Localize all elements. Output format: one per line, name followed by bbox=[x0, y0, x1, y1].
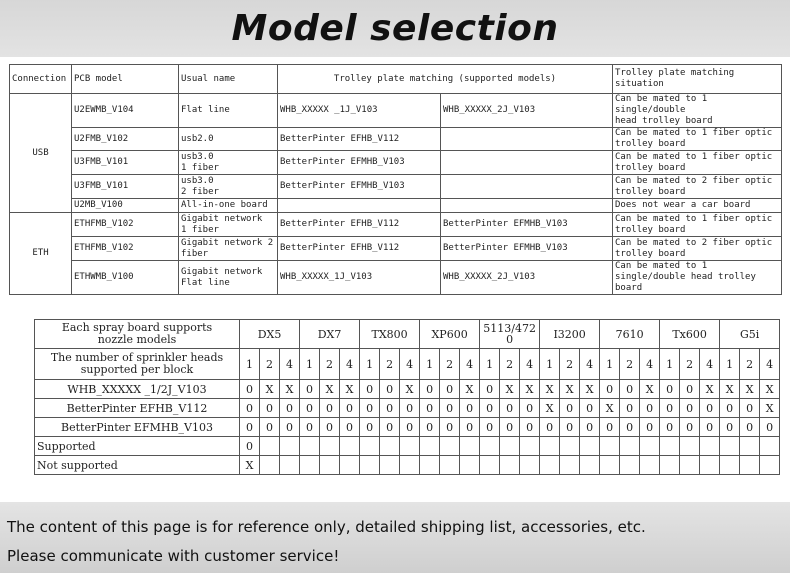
table-header-row bbox=[10, 65, 782, 94]
situation-line2: head trolley board bbox=[615, 116, 713, 126]
support-cell: X bbox=[760, 399, 780, 418]
empty-cell bbox=[440, 456, 460, 475]
support-cell: 0 bbox=[680, 399, 700, 418]
empty-cell bbox=[480, 456, 500, 475]
support-cell: 0 bbox=[700, 418, 720, 437]
empty-cell bbox=[760, 456, 780, 475]
support-cell: 0 bbox=[420, 418, 440, 437]
support-cell: 0 bbox=[300, 418, 320, 437]
usual-name-line2: 2 fiber bbox=[181, 186, 219, 197]
empty-cell bbox=[500, 437, 520, 456]
cell-usual-name bbox=[179, 261, 278, 295]
support-cell: 0 bbox=[400, 418, 420, 437]
support-cell: X bbox=[740, 380, 760, 399]
support-cell: 0 bbox=[600, 380, 620, 399]
nozzle-model-header-row bbox=[35, 320, 780, 349]
support-cell: 0 bbox=[580, 418, 600, 437]
empty-cell bbox=[460, 437, 480, 456]
trolley-board-label: BetterPinter EFMHB_V103 bbox=[35, 418, 240, 437]
support-cell: 0 bbox=[720, 418, 740, 437]
nozzle-model-name bbox=[300, 320, 360, 349]
legend-row bbox=[35, 456, 780, 475]
situation-line1: Does not wear a car board bbox=[615, 200, 751, 210]
cell-trolley-match-2: BetterPinter EFMHB_V103 bbox=[441, 237, 613, 261]
nozzle-model-name-line1: 7610 bbox=[615, 327, 644, 341]
table-row bbox=[35, 418, 780, 437]
support-cell: 0 bbox=[360, 380, 380, 399]
support-cell: X bbox=[760, 380, 780, 399]
support-cell: 0 bbox=[440, 399, 460, 418]
support-cell: 0 bbox=[380, 399, 400, 418]
empty-cell bbox=[560, 456, 580, 475]
support-cell: 0 bbox=[580, 399, 600, 418]
head-count-cell: 2 bbox=[320, 349, 340, 380]
situation-line1: Can be mated to 2 fiber optic bbox=[615, 175, 773, 186]
support-cell: 0 bbox=[620, 380, 640, 399]
support-cell: 0 bbox=[500, 399, 520, 418]
head-count-cell: 1 bbox=[480, 349, 500, 380]
cell-usual-name bbox=[179, 128, 278, 151]
nozzle-model-name-line1: Tx600 bbox=[672, 327, 707, 341]
head-count-cell: 2 bbox=[500, 349, 520, 380]
empty-cell bbox=[580, 456, 600, 475]
legend-row bbox=[35, 437, 780, 456]
support-cell: 0 bbox=[320, 418, 340, 437]
cell-situation bbox=[613, 94, 782, 128]
empty-cell bbox=[360, 456, 380, 475]
head-count-cell: 2 bbox=[260, 349, 280, 380]
cell-trolley-match-2 bbox=[441, 151, 613, 175]
head-count-cell: 4 bbox=[280, 349, 300, 380]
empty-cell bbox=[480, 437, 500, 456]
support-cell: 0 bbox=[660, 418, 680, 437]
header-connection: Connection bbox=[10, 65, 72, 94]
head-count-label bbox=[35, 349, 240, 380]
support-cell: 0 bbox=[280, 399, 300, 418]
support-cell: 0 bbox=[340, 418, 360, 437]
head-count-cell: 4 bbox=[580, 349, 600, 380]
usual-name-line1: All-in-one board bbox=[181, 200, 268, 210]
support-cell: 0 bbox=[480, 399, 500, 418]
group-eth: ETH bbox=[10, 213, 72, 295]
support-cell: 0 bbox=[660, 380, 680, 399]
head-count-label-line2: supported per block bbox=[80, 363, 194, 376]
support-cell: 0 bbox=[460, 418, 480, 437]
support-cell: 0 bbox=[360, 399, 380, 418]
empty-cell bbox=[320, 456, 340, 475]
table-row bbox=[10, 237, 782, 261]
cell-trolley-match-1: BetterPinter EFMHB_V103 bbox=[278, 151, 441, 175]
empty-cell bbox=[700, 437, 720, 456]
head-count-cell: 1 bbox=[600, 349, 620, 380]
footer-line-2: Please communicate with customer service! bbox=[7, 547, 340, 565]
nozzle-model-name bbox=[480, 320, 540, 349]
nozzle-model-name-line1: G5i bbox=[739, 327, 760, 341]
cell-trolley-match-2 bbox=[441, 199, 613, 213]
usual-name-line1: Gigabit network bbox=[181, 213, 263, 224]
support-cell: X bbox=[540, 399, 560, 418]
support-cell: 0 bbox=[700, 399, 720, 418]
cell-trolley-match-2: BetterPinter EFMHB_V103 bbox=[441, 213, 613, 237]
support-cell: 0 bbox=[400, 399, 420, 418]
cell-trolley-match-1: BetterPinter EFHB_V112 bbox=[278, 128, 441, 151]
support-cell: 0 bbox=[300, 380, 320, 399]
cell-usual-name bbox=[179, 237, 278, 261]
head-count-cell: 4 bbox=[460, 349, 480, 380]
legend-symbol: 0 bbox=[240, 437, 260, 456]
support-cell: 0 bbox=[480, 380, 500, 399]
nozzle-model-name-line1: XP600 bbox=[431, 327, 468, 341]
head-count-cell: 4 bbox=[400, 349, 420, 380]
empty-cell bbox=[340, 437, 360, 456]
table-row bbox=[35, 380, 780, 399]
empty-cell bbox=[380, 456, 400, 475]
usual-name-line1: Gigabit network 2 bbox=[181, 237, 274, 248]
empty-cell bbox=[520, 437, 540, 456]
head-count-row bbox=[35, 349, 780, 380]
cell-situation bbox=[613, 261, 782, 295]
head-count-cell: 1 bbox=[360, 349, 380, 380]
cell-situation bbox=[613, 213, 782, 237]
empty-cell bbox=[260, 437, 280, 456]
support-cell: X bbox=[720, 380, 740, 399]
content-panel bbox=[0, 57, 790, 502]
situation-line1: Can be mated to 1 fiber optic bbox=[615, 151, 773, 162]
support-cell: 0 bbox=[640, 399, 660, 418]
cell-pcb-model: U2MB_V100 bbox=[72, 199, 179, 213]
support-cell: 0 bbox=[420, 380, 440, 399]
footer-line-1: The content of this page is for reference only, detailed shipping list, accessories, etc. bbox=[7, 518, 646, 536]
support-cell: 0 bbox=[760, 418, 780, 437]
cell-situation bbox=[613, 175, 782, 199]
cell-trolley-match-1: BetterPinter EFMHB_V103 bbox=[278, 175, 441, 199]
empty-cell bbox=[440, 437, 460, 456]
support-cell: 0 bbox=[640, 418, 660, 437]
legend-symbol: X bbox=[240, 456, 260, 475]
head-count-cell: 1 bbox=[720, 349, 740, 380]
empty-cell bbox=[600, 456, 620, 475]
situation-line2: trolley board bbox=[615, 224, 686, 235]
support-cell: X bbox=[260, 380, 280, 399]
usual-name-line2: fiber bbox=[181, 248, 209, 259]
empty-cell bbox=[540, 437, 560, 456]
support-cell: 0 bbox=[340, 399, 360, 418]
support-cell: X bbox=[700, 380, 720, 399]
empty-cell bbox=[540, 456, 560, 475]
empty-cell bbox=[420, 456, 440, 475]
situation-line2: trolley board bbox=[615, 162, 686, 173]
situation-line3: board bbox=[615, 283, 643, 293]
situation-line2: trolley board bbox=[615, 139, 686, 149]
model-rows bbox=[10, 94, 782, 295]
nozzle-rows bbox=[35, 320, 780, 475]
empty-cell bbox=[660, 437, 680, 456]
situation-line1: Can be mated to 1 fiber optic bbox=[615, 213, 773, 224]
support-cell: 0 bbox=[520, 399, 540, 418]
table-row bbox=[10, 94, 782, 128]
empty-cell bbox=[720, 456, 740, 475]
usual-name-line1: usb2.0 bbox=[181, 133, 214, 144]
table-row bbox=[10, 213, 782, 237]
support-cell: X bbox=[540, 380, 560, 399]
situation-line1: Can be mated to 1 single/double bbox=[615, 94, 708, 115]
nozzle-model-name bbox=[600, 320, 660, 349]
cell-trolley-match-2: WHB_XXXXX_2J_V103 bbox=[441, 94, 613, 128]
cell-usual-name bbox=[179, 213, 278, 237]
support-cell: X bbox=[340, 380, 360, 399]
support-cell: 0 bbox=[540, 418, 560, 437]
empty-cell bbox=[660, 456, 680, 475]
support-cell: 0 bbox=[260, 399, 280, 418]
header-pcb-model: PCB model bbox=[72, 65, 179, 94]
empty-cell bbox=[600, 437, 620, 456]
support-cell: 0 bbox=[600, 418, 620, 437]
nozzle-model-name bbox=[720, 320, 780, 349]
empty-cell bbox=[640, 456, 660, 475]
support-cell: 0 bbox=[260, 418, 280, 437]
cell-usual-name bbox=[179, 199, 278, 213]
empty-cell bbox=[280, 456, 300, 475]
support-cell: X bbox=[560, 380, 580, 399]
cell-pcb-model: U2FMB_V102 bbox=[72, 128, 179, 151]
cell-pcb-model: ETHFMB_V102 bbox=[72, 237, 179, 261]
nozzle-model-name-line1: 5113/472 bbox=[483, 322, 536, 335]
table-row bbox=[10, 151, 782, 175]
situation-line2: trolley board bbox=[615, 186, 686, 197]
head-count-cell: 2 bbox=[740, 349, 760, 380]
support-cell: 0 bbox=[680, 418, 700, 437]
head-count-cell: 2 bbox=[440, 349, 460, 380]
empty-cell bbox=[320, 437, 340, 456]
group-usb: USB bbox=[10, 94, 72, 213]
empty-cell bbox=[360, 437, 380, 456]
situation-line1: Can be mated to 1 fiber optic bbox=[615, 128, 773, 138]
support-cell: 0 bbox=[740, 418, 760, 437]
header-situation-line1: Trolley plate matching bbox=[615, 68, 735, 78]
trolley-board-label: BetterPinter EFHB_V112 bbox=[35, 399, 240, 418]
model-matching-table bbox=[9, 64, 782, 295]
table-row bbox=[10, 199, 782, 213]
nozzle-model-name bbox=[420, 320, 480, 349]
cell-trolley-match-1: WHB_XXXXX_1J_V103 bbox=[278, 261, 441, 295]
head-count-cell: 1 bbox=[540, 349, 560, 380]
support-cell: 0 bbox=[300, 399, 320, 418]
empty-cell bbox=[300, 456, 320, 475]
head-count-cell: 4 bbox=[640, 349, 660, 380]
support-cell: 0 bbox=[240, 399, 260, 418]
usual-name-line1: usb3.0 bbox=[181, 151, 214, 162]
cell-pcb-model: U2EWMB_V104 bbox=[72, 94, 179, 128]
support-cell: 0 bbox=[240, 380, 260, 399]
footer-note bbox=[0, 502, 790, 573]
situation-line1: Can be mated to 2 fiber optic bbox=[615, 237, 773, 248]
empty-cell bbox=[300, 437, 320, 456]
nozzle-model-name bbox=[240, 320, 300, 349]
trolley-board-label: WHB_XXXXX _1/2J_V103 bbox=[35, 380, 240, 399]
cell-situation bbox=[613, 128, 782, 151]
support-cell: X bbox=[460, 380, 480, 399]
head-count-cell: 4 bbox=[760, 349, 780, 380]
cell-usual-name bbox=[179, 175, 278, 199]
table-row bbox=[10, 128, 782, 151]
usual-name-line2: Flat line bbox=[181, 277, 230, 288]
support-cell: 0 bbox=[440, 418, 460, 437]
head-count-cell: 4 bbox=[700, 349, 720, 380]
cell-pcb-model: U3FMB_V101 bbox=[72, 175, 179, 199]
empty-cell bbox=[280, 437, 300, 456]
cell-pcb-model: ETHFMB_V102 bbox=[72, 213, 179, 237]
support-cell: 0 bbox=[680, 380, 700, 399]
head-count-cell: 1 bbox=[300, 349, 320, 380]
nozzle-model-name bbox=[660, 320, 720, 349]
support-cell: X bbox=[640, 380, 660, 399]
head-count-cell: 2 bbox=[380, 349, 400, 380]
cell-usual-name bbox=[179, 151, 278, 175]
empty-cell bbox=[420, 437, 440, 456]
cell-situation bbox=[613, 237, 782, 261]
table-row bbox=[35, 399, 780, 418]
support-cell: X bbox=[400, 380, 420, 399]
empty-cell bbox=[620, 456, 640, 475]
empty-cell bbox=[640, 437, 660, 456]
page-title: Model selection bbox=[231, 8, 559, 49]
head-count-label-line1: The number of sprinkler heads bbox=[50, 351, 224, 364]
empty-cell bbox=[620, 437, 640, 456]
support-cell: 0 bbox=[660, 399, 680, 418]
cell-trolley-match-2 bbox=[441, 175, 613, 199]
support-cell: 0 bbox=[480, 418, 500, 437]
legend-label: Supported bbox=[35, 437, 240, 456]
support-cell: X bbox=[500, 380, 520, 399]
empty-cell bbox=[700, 456, 720, 475]
head-count-cell: 4 bbox=[520, 349, 540, 380]
empty-cell bbox=[680, 437, 700, 456]
support-cell: 0 bbox=[720, 399, 740, 418]
support-cell: 0 bbox=[620, 418, 640, 437]
empty-cell bbox=[400, 437, 420, 456]
usual-name-line1: Gigabit network bbox=[181, 266, 263, 277]
usual-name-line2: 1 fiber bbox=[181, 224, 219, 235]
head-count-cell: 1 bbox=[240, 349, 260, 380]
cell-pcb-model: ETHWMB_V100 bbox=[72, 261, 179, 295]
head-count-cell: 2 bbox=[680, 349, 700, 380]
support-cell: 0 bbox=[420, 399, 440, 418]
support-cell: 0 bbox=[320, 399, 340, 418]
support-cell: 0 bbox=[560, 418, 580, 437]
header-situation bbox=[613, 65, 782, 94]
support-cell: X bbox=[600, 399, 620, 418]
nozzle-model-name bbox=[360, 320, 420, 349]
nozzle-models-label-line1: Each spray board supports bbox=[61, 321, 213, 334]
support-cell: 0 bbox=[740, 399, 760, 418]
situation-line2: trolley board bbox=[615, 248, 686, 259]
empty-cell bbox=[740, 437, 760, 456]
support-cell: 0 bbox=[620, 399, 640, 418]
empty-cell bbox=[740, 456, 760, 475]
empty-cell bbox=[380, 437, 400, 456]
cell-trolley-match-2 bbox=[441, 128, 613, 151]
title-bar bbox=[0, 0, 790, 57]
empty-cell bbox=[720, 437, 740, 456]
support-cell: 0 bbox=[240, 418, 260, 437]
support-cell: 0 bbox=[520, 418, 540, 437]
cell-situation bbox=[613, 151, 782, 175]
header-usual-name: Usual name bbox=[179, 65, 278, 94]
situation-line1: Can be mated to 1 bbox=[615, 261, 708, 271]
cell-usual-name bbox=[179, 94, 278, 128]
support-cell: 0 bbox=[360, 418, 380, 437]
support-cell: 0 bbox=[560, 399, 580, 418]
empty-cell bbox=[460, 456, 480, 475]
usual-name-line2: 1 fiber bbox=[181, 162, 219, 173]
support-cell: 0 bbox=[440, 380, 460, 399]
nozzle-support-table bbox=[34, 319, 780, 475]
cell-trolley-match-1: BetterPinter EFHB_V112 bbox=[278, 213, 441, 237]
table-row bbox=[10, 175, 782, 199]
cell-trolley-match-1: WHB_XXXXX _1J_V103 bbox=[278, 94, 441, 128]
table-row bbox=[10, 261, 782, 295]
nozzle-model-name-line1: DX7 bbox=[317, 327, 342, 341]
nozzle-models-label-line2: nozzle models bbox=[97, 333, 177, 346]
cell-trolley-match-2: WHB_XXXXX_2J_V103 bbox=[441, 261, 613, 295]
support-cell: X bbox=[320, 380, 340, 399]
support-cell: 0 bbox=[280, 418, 300, 437]
support-cell: 0 bbox=[380, 380, 400, 399]
nozzle-model-name-line1: TX800 bbox=[371, 327, 408, 341]
usual-name-line1: usb3.0 bbox=[181, 175, 214, 186]
support-cell: X bbox=[520, 380, 540, 399]
cell-trolley-match-1: BetterPinter EFHB_V112 bbox=[278, 237, 441, 261]
support-cell: 0 bbox=[500, 418, 520, 437]
cell-pcb-model: U3FMB_V101 bbox=[72, 151, 179, 175]
situation-line2: single/double head trolley bbox=[615, 272, 756, 282]
head-count-cell: 4 bbox=[340, 349, 360, 380]
head-count-cell: 2 bbox=[620, 349, 640, 380]
empty-cell bbox=[760, 437, 780, 456]
empty-cell bbox=[500, 456, 520, 475]
nozzle-model-name-line1: I3200 bbox=[553, 327, 586, 341]
empty-cell bbox=[520, 456, 540, 475]
nozzle-model-name bbox=[540, 320, 600, 349]
cell-trolley-match-1 bbox=[278, 199, 441, 213]
empty-cell bbox=[260, 456, 280, 475]
support-cell: X bbox=[280, 380, 300, 399]
head-count-cell: 2 bbox=[560, 349, 580, 380]
header-trolley-matching: Trolley plate matching (supported models) bbox=[278, 65, 613, 94]
empty-cell bbox=[560, 437, 580, 456]
nozzle-models-label bbox=[35, 320, 240, 349]
empty-cell bbox=[680, 456, 700, 475]
head-count-cell: 1 bbox=[660, 349, 680, 380]
empty-cell bbox=[400, 456, 420, 475]
support-cell: 0 bbox=[380, 418, 400, 437]
nozzle-model-name-line2: 0 bbox=[506, 333, 514, 346]
legend-label: Not supported bbox=[35, 456, 240, 475]
empty-cell bbox=[340, 456, 360, 475]
header-situation-line2: situation bbox=[615, 79, 664, 89]
usual-name-line1: Flat line bbox=[181, 105, 230, 115]
head-count-cell: 1 bbox=[420, 349, 440, 380]
empty-cell bbox=[580, 437, 600, 456]
cell-situation bbox=[613, 199, 782, 213]
support-cell: 0 bbox=[460, 399, 480, 418]
nozzle-model-name-line1: DX5 bbox=[257, 327, 282, 341]
support-cell: X bbox=[580, 380, 600, 399]
